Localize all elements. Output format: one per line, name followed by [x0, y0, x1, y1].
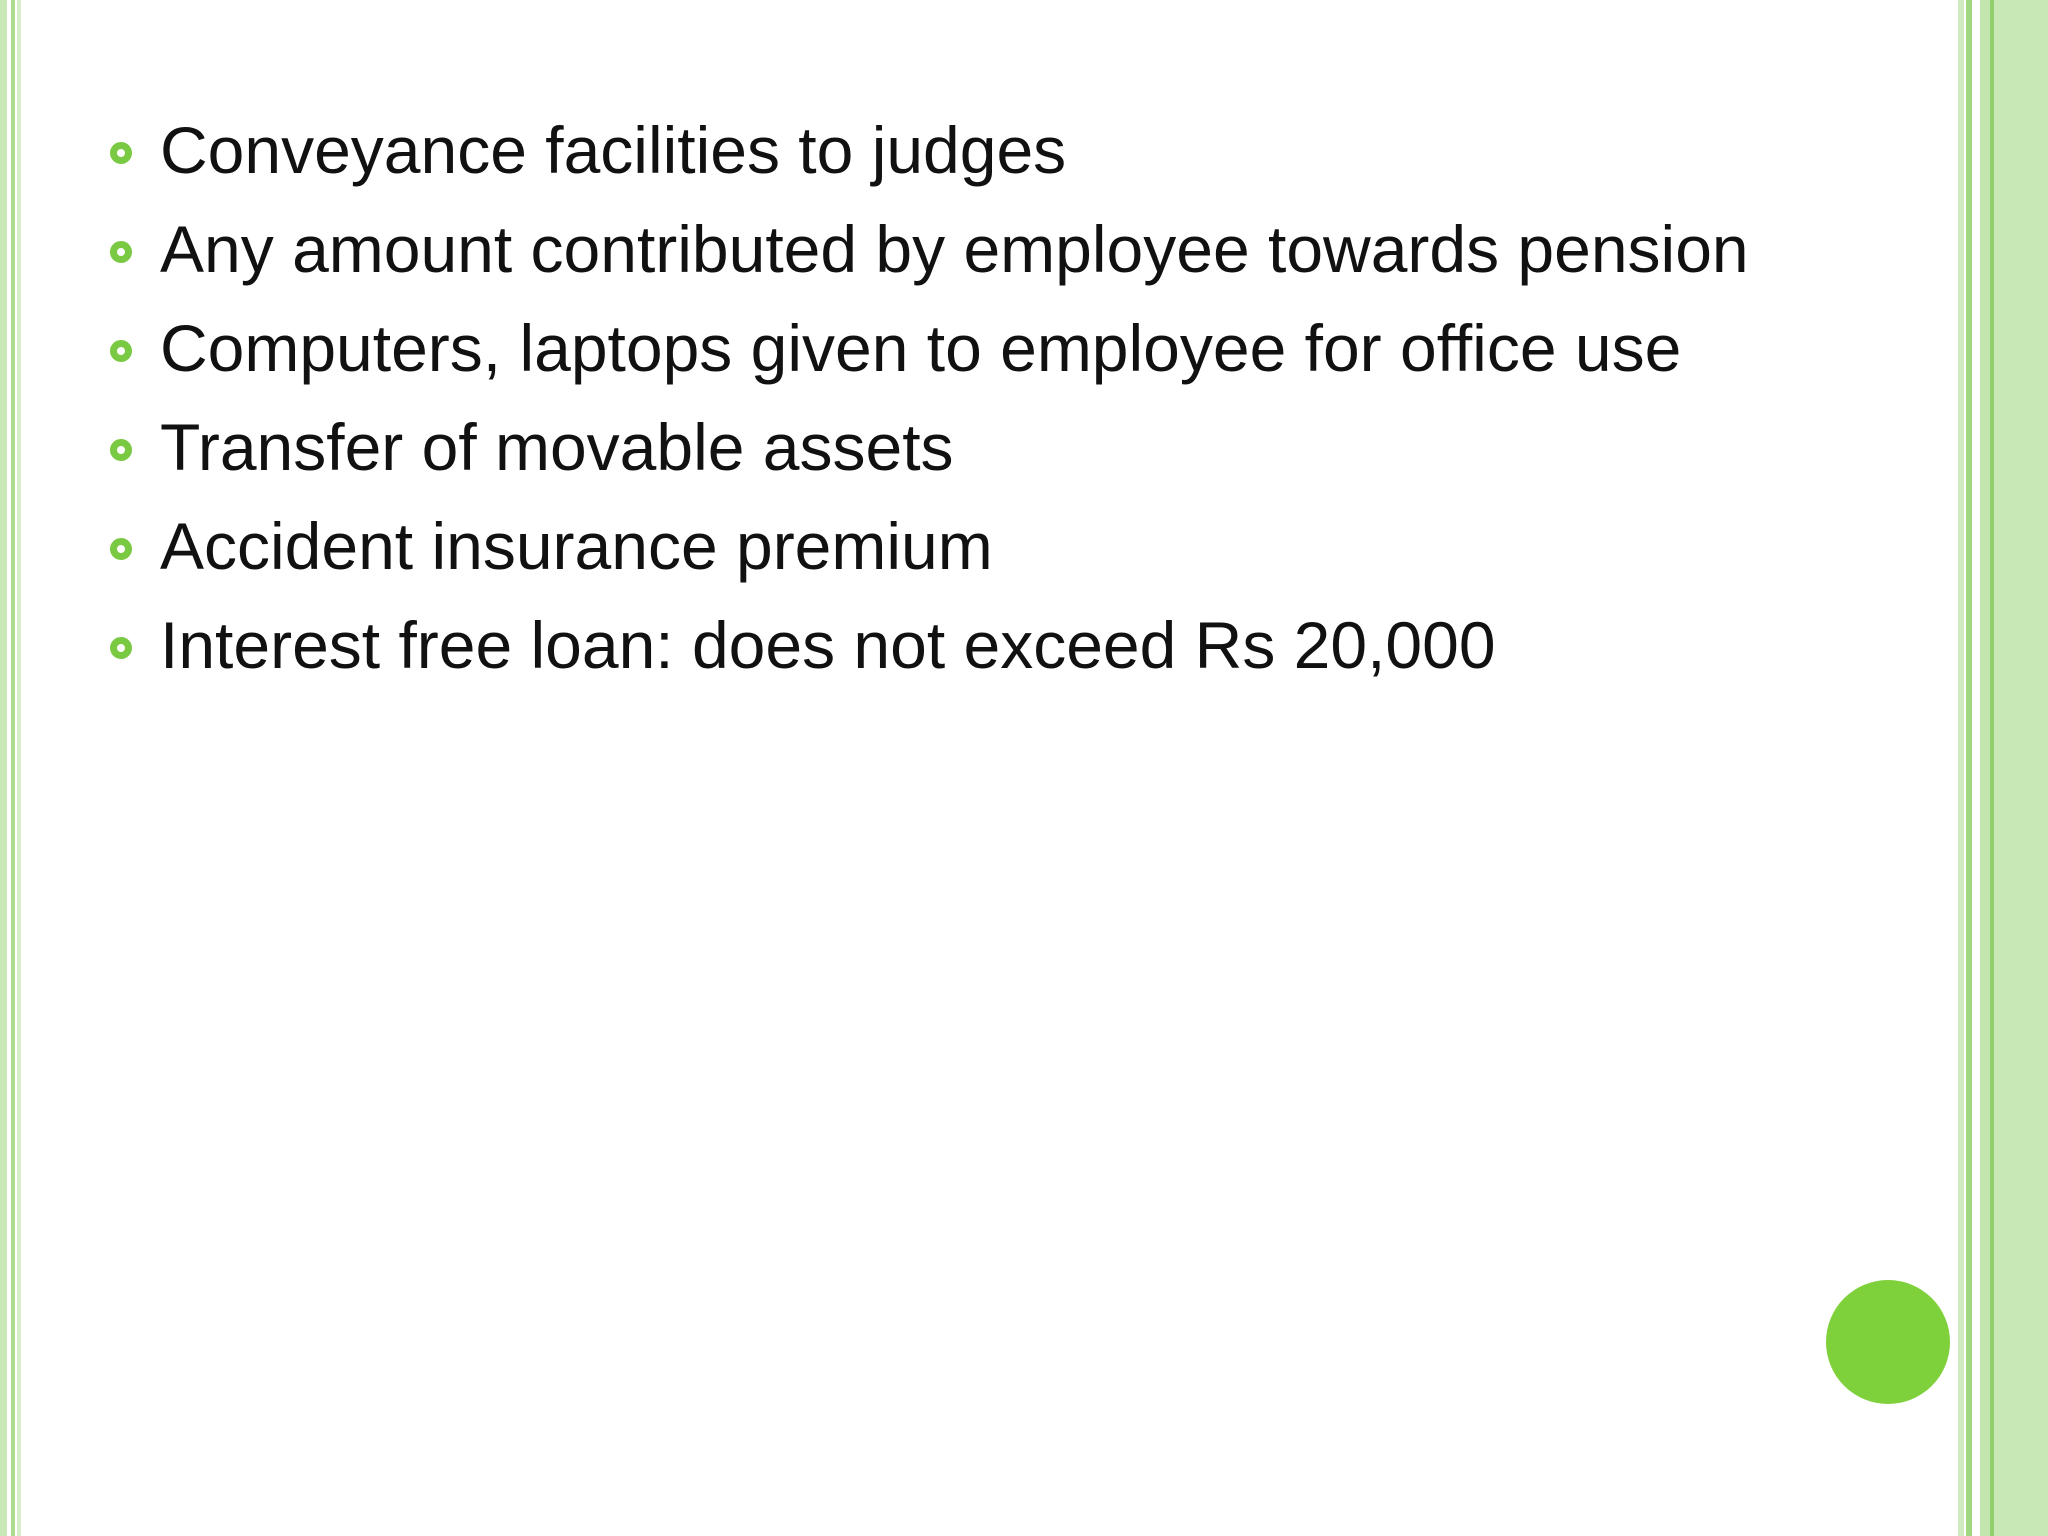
ring-bullet-icon: [110, 439, 132, 461]
list-item: [110, 199, 1910, 298]
list-item: [110, 397, 1910, 496]
bullet-text: Computers, laptops given to employee for office use: [160, 310, 1682, 385]
right-stripe-3: [1980, 0, 1990, 1536]
right-stripe-5: [1994, 0, 2048, 1536]
right-stripe-1: [1958, 0, 1964, 1536]
left-stripe-2: [11, 0, 15, 1536]
list-item: [110, 595, 1910, 694]
list-item: [110, 298, 1910, 397]
bullet-text: Transfer of movable assets: [160, 409, 954, 484]
left-stripe-1: [0, 0, 7, 1536]
right-stripe-2: [1966, 0, 1972, 1536]
ring-bullet-icon: [110, 241, 132, 263]
bullet-text: Interest free loan: does not exceed Rs 20,000: [160, 607, 1496, 682]
bullet-text: Accident insurance premium: [160, 508, 993, 583]
bullet-list: [110, 100, 1910, 694]
ring-bullet-icon: [110, 637, 132, 659]
ring-bullet-icon: [110, 538, 132, 560]
ring-bullet-icon: [110, 142, 132, 164]
slide-content: [110, 100, 1910, 694]
green-circle-icon: [1826, 1280, 1950, 1404]
list-item: [110, 496, 1910, 595]
ring-bullet-icon: [110, 340, 132, 362]
left-stripe-3: [17, 0, 21, 1536]
bullet-text: Conveyance facilities to judges: [160, 112, 1067, 187]
list-item: [110, 100, 1910, 199]
bullet-text: Any amount contributed by employee towards pension: [160, 211, 1749, 286]
